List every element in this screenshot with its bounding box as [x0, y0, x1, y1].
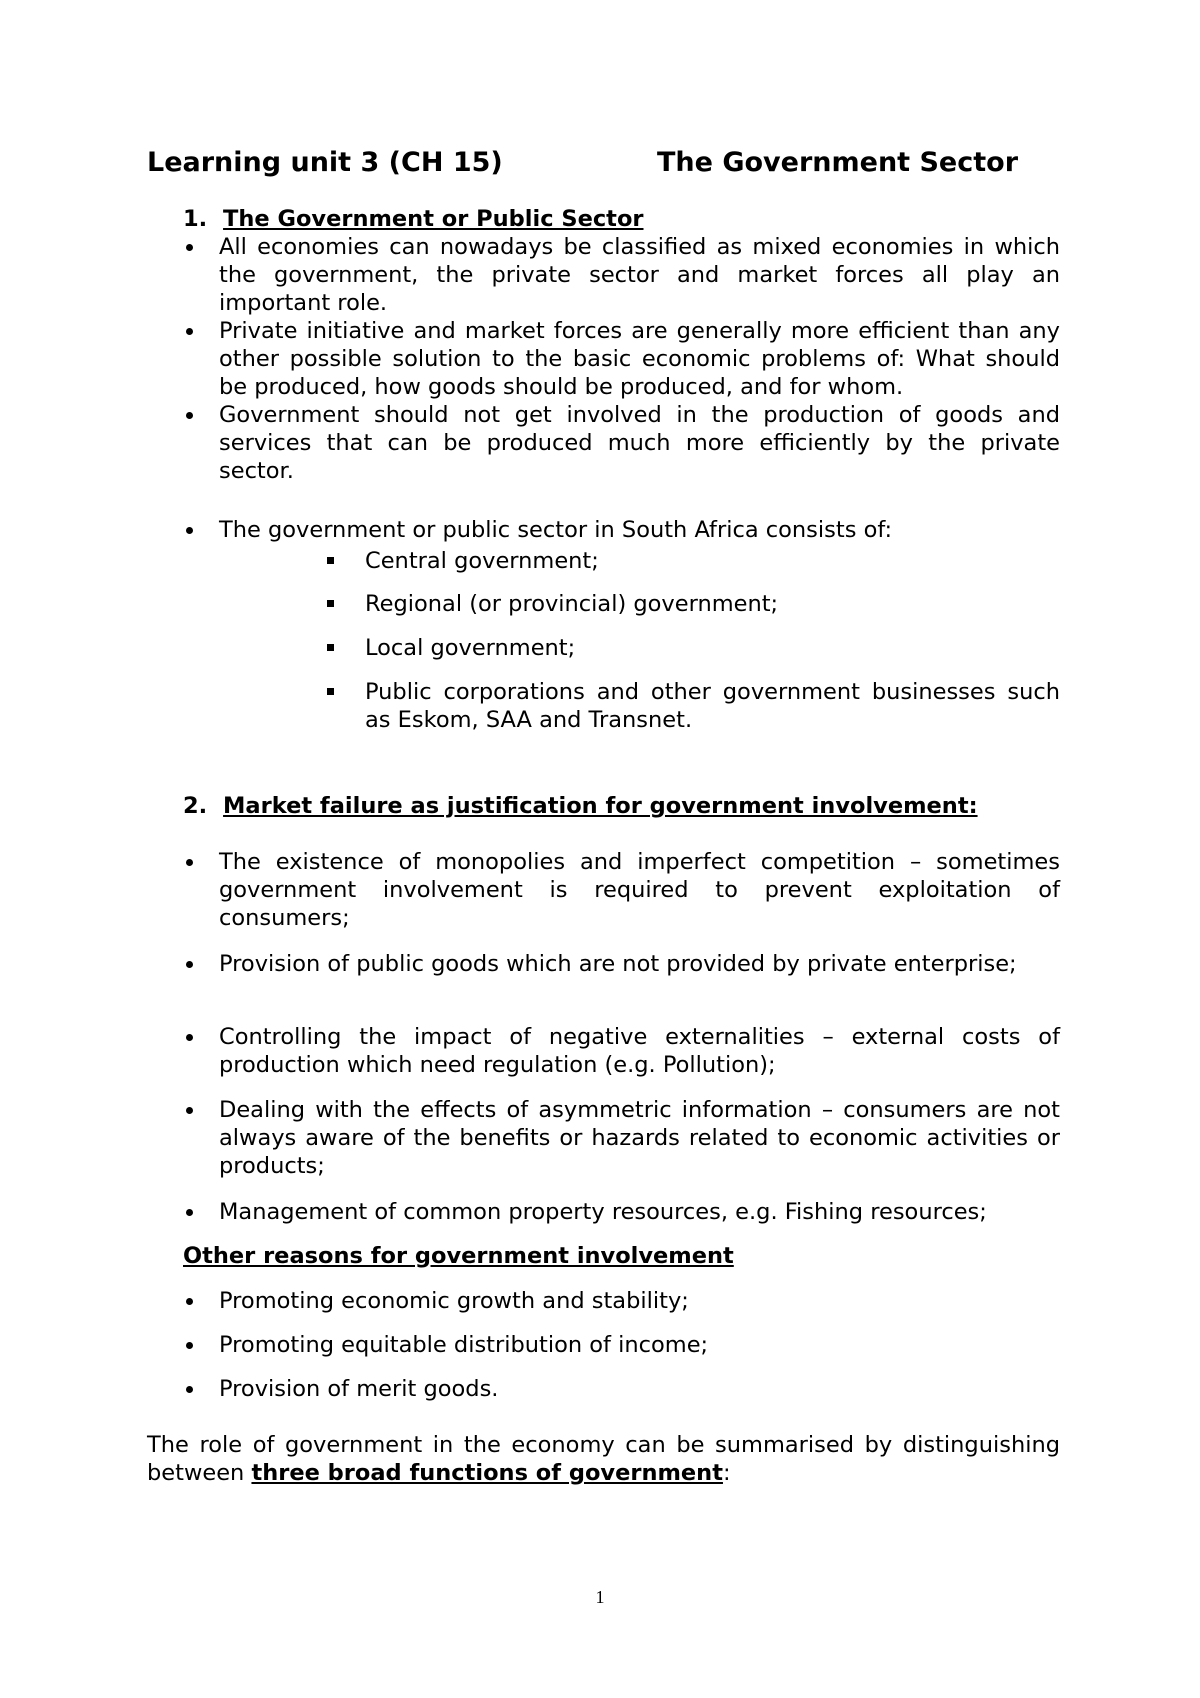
other-reasons-bullet-1: [183, 1287, 1060, 1315]
section-2-number: 2.: [183, 793, 208, 819]
list-item: Promoting economic growth and stability;: [183, 1287, 1060, 1315]
page-title: [147, 146, 1047, 180]
components-list-4: [327, 678, 1060, 734]
section-1-number: 1.: [183, 206, 208, 232]
list-item: Promoting equitable distribution of income;: [183, 1331, 1060, 1359]
summary-paragraph: [147, 1431, 1060, 1487]
section-2-bullet-5: [183, 1198, 1060, 1226]
summary-text: The role of government in the economy can be summarised by distinguishing between: [147, 1432, 1060, 1486]
other-reasons-heading: [183, 1242, 734, 1270]
list-item: Regional (or provincial) government;: [327, 590, 1060, 618]
title-right: The Government Sector: [657, 147, 1019, 178]
components-list-1: [327, 547, 1060, 575]
section-1-heading-text: The Government or Public Sector: [223, 206, 644, 232]
section-2-bullet-2: [183, 950, 1060, 978]
section-2-bullet-3: [183, 1023, 1060, 1079]
list-item: Central government;: [327, 547, 1060, 575]
list-item: Controlling the impact of negative externalities – external costs of production which need regulation (e.g. Pollution);: [183, 1023, 1060, 1079]
section-1-bullet-list: [183, 233, 1060, 485]
list-item: The existence of monopolies and imperfect competition – sometimes government involvement is required to prevent exploitation of consumers;: [183, 848, 1060, 932]
list-item: Provision of public goods which are not provided by private enterprise;: [183, 950, 1060, 978]
other-reasons-heading-text: Other reasons for government involvement: [183, 1243, 734, 1269]
section-2-heading-text: Market failure as justification for government involvement:: [223, 793, 978, 819]
summary-keyword: three broad functions of government: [251, 1460, 723, 1486]
list-item: Provision of merit goods.: [183, 1375, 1060, 1403]
list-item: Management of common property resources, e.g. Fishing resources;: [183, 1198, 1060, 1226]
components-list-3: [327, 634, 1060, 662]
list-item: Public corporations and other government businesses such as Eskom, SAA and Transnet.: [327, 678, 1060, 734]
title-left: Learning unit 3 (CH 15): [147, 147, 503, 178]
other-reasons-bullet-2: [183, 1331, 1060, 1359]
list-item: Private initiative and market forces are generally more efficient than any other possible solution to the basic economic problems of: What should be produced, how goods should be produced, and for whom.: [183, 317, 1060, 401]
section-2-heading: [183, 792, 978, 820]
list-item: The government or public sector in South Africa consists of:: [183, 516, 1060, 544]
list-item: All economies can nowadays be classified as mixed economies in which the government, the private sector and market forces all play an important role.: [183, 233, 1060, 317]
section-2-bullet-1: [183, 848, 1060, 932]
section-1-heading: [183, 205, 644, 233]
page-number: 1: [595, 1587, 605, 1607]
components-list-2: [327, 590, 1060, 618]
list-item: Local government;: [327, 634, 1060, 662]
other-reasons-bullet-3: [183, 1375, 1060, 1403]
section-2-bullet-4: [183, 1096, 1060, 1180]
consists-of-list: [183, 516, 1060, 544]
summary-colon: :: [722, 1460, 731, 1486]
list-item: Government should not get involved in the production of goods and services that can be produced much more efficiently by the private sector.: [183, 401, 1060, 485]
list-item: Dealing with the effects of asymmetric information – consumers are not always aware of the benefits or hazards related to economic activities or products;: [183, 1096, 1060, 1180]
